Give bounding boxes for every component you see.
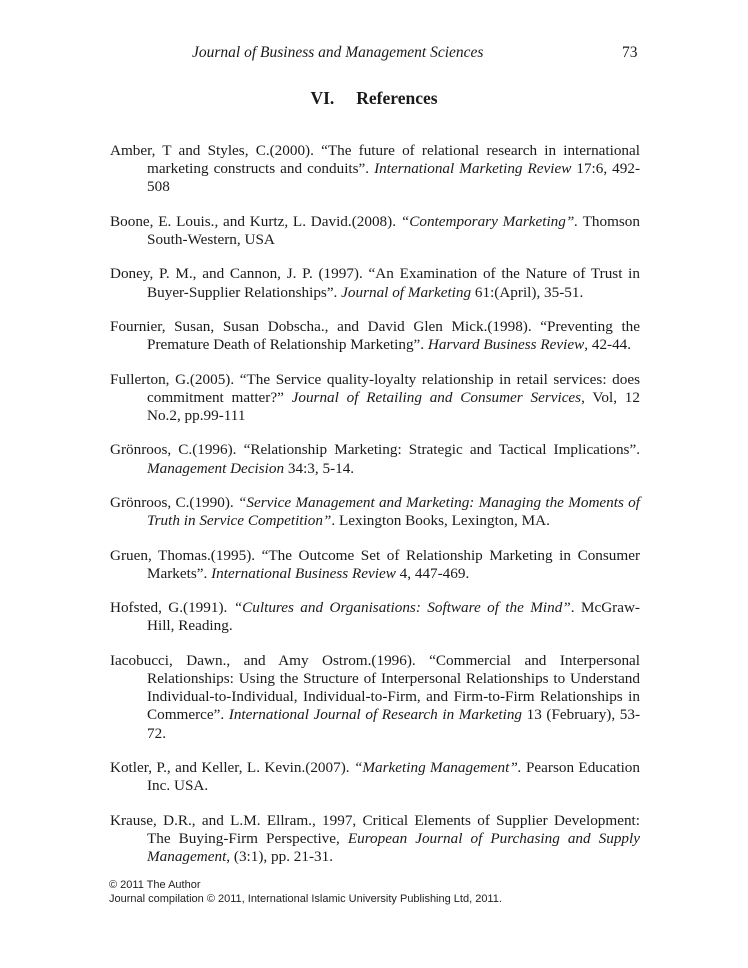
section-heading <box>0 88 748 109</box>
reference-entry <box>110 371 640 426</box>
reference-entry <box>110 265 640 301</box>
copyright-line: © 2011 The Author <box>109 879 201 891</box>
reference-text: Hofsted, G.(1991). <box>110 599 234 617</box>
reference-entry <box>110 318 640 354</box>
reference-source-title: “Service Management and Marketing: Managing the Moments of Truth in Service Competition” <box>147 493 640 530</box>
reference-text: 13 (February), 53-72. <box>147 706 641 742</box>
reference-entry <box>110 599 640 635</box>
reference-entry <box>110 812 640 867</box>
reference-source-title: International Business Review <box>211 564 396 582</box>
reference-source-title: European Journal of Purchasing and Supply Management <box>147 829 640 865</box>
reference-text: Boone, E. Louis., and Kurtz, L. David.(2008). <box>110 212 401 230</box>
reference-text: Fullerton, G.(2005). “The Service quality-loyalty relationship in retail services: does commitment matter?” <box>110 370 640 406</box>
reference-entry <box>110 652 640 743</box>
reference-text: Pearson Education Inc. USA. <box>147 758 640 795</box>
reference-text: . Lexington Books, Lexington, MA. <box>331 512 550 530</box>
copyright-footer <box>109 878 502 906</box>
reference-source-title: International Journal of Research in Marketing <box>228 706 523 724</box>
reference-entry <box>110 494 640 530</box>
reference-source-title: “Cultures and Organisations: Software of the Mind” <box>233 599 571 617</box>
reference-text: Iacobucci, Dawn., and Amy Ostrom.(1996). “Commercial and Interpersonal Relationships: Using the Structure of Interpersonal Relationships to Understand Individual-to-Individual, Individual-to-Firm, and Firm-to-Firm Relationships in Commerce”. <box>110 651 640 724</box>
section-number: VI. <box>310 88 335 108</box>
journal-title: Journal of Business and Management Sciences <box>192 44 484 61</box>
reference-text: Thomson South-Western, USA <box>147 212 640 248</box>
reference-source-title: “Marketing Management”. <box>353 758 522 776</box>
reference-source-title: Journal of Marketing <box>341 283 472 301</box>
reference-entry <box>110 142 640 197</box>
reference-source-title: Management Decision <box>147 459 285 477</box>
reference-text: Amber, T and Styles, C.(2000). “The future of relational research in international marketing constructs and conduits”. <box>110 142 640 178</box>
reference-source-title: Journal of Retailing and Consumer Services <box>291 388 582 406</box>
reference-text: 17:6, 492-508 <box>147 160 640 196</box>
reference-text: Grönroos, C.(1990). <box>110 493 238 511</box>
reference-source-title: “Contemporary Marketing”. <box>400 212 579 230</box>
reference-text: , Vol, 12 No.2, pp.99-111 <box>147 388 640 424</box>
reference-text: , (3:1), pp. 21-31. <box>226 847 334 865</box>
reference-text: 34:3, 5-14. <box>284 459 355 477</box>
section-title: References <box>356 88 438 108</box>
reference-text: 4, 447-469. <box>395 564 470 582</box>
reference-text: Doney, P. M., and Cannon, J. P. (1997). “An Examination of the Nature of Trust in Buyer-Supplier Relationships”. <box>110 265 640 301</box>
reference-source-title: International Marketing Review <box>374 160 572 178</box>
reference-text: Fournier, Susan, Susan Dobscha., and David Glen Mick.(1998). “Preventing the Premature Death of Relationship Marketing”. <box>110 317 640 354</box>
page-number: 73 <box>622 44 638 61</box>
reference-text: Gruen, Thomas.(1995). “The Outcome Set of Relationship Marketing in Consumer Markets”. <box>110 546 640 582</box>
reference-entry <box>110 441 640 477</box>
running-header <box>0 44 748 64</box>
reference-source-title: Harvard Business Review <box>427 336 585 354</box>
reference-text: Krause, D.R., and L.M. Ellram., 1997, Critical Elements of Supplier Development: The Buying-Firm Perspective, <box>110 811 640 847</box>
reference-text: Kotler, P., and Keller, L. Kevin.(2007). <box>110 758 354 776</box>
reference-text: Grönroos, C.(1996). “Relationship Marketing: Strategic and Tactical Implications”. <box>110 441 640 459</box>
reference-text: 61:(April), 35-51. <box>471 283 584 301</box>
reference-list <box>110 142 640 882</box>
reference-entry <box>110 213 640 249</box>
reference-text: , 42-44. <box>584 336 632 354</box>
reference-text: . McGraw-Hill, Reading. <box>147 599 640 635</box>
reference-entry <box>110 547 640 583</box>
journal-compilation-line: Journal compilation © 2011, International Islamic University Publishing Ltd, 2011. <box>109 893 502 905</box>
reference-entry <box>110 759 640 795</box>
